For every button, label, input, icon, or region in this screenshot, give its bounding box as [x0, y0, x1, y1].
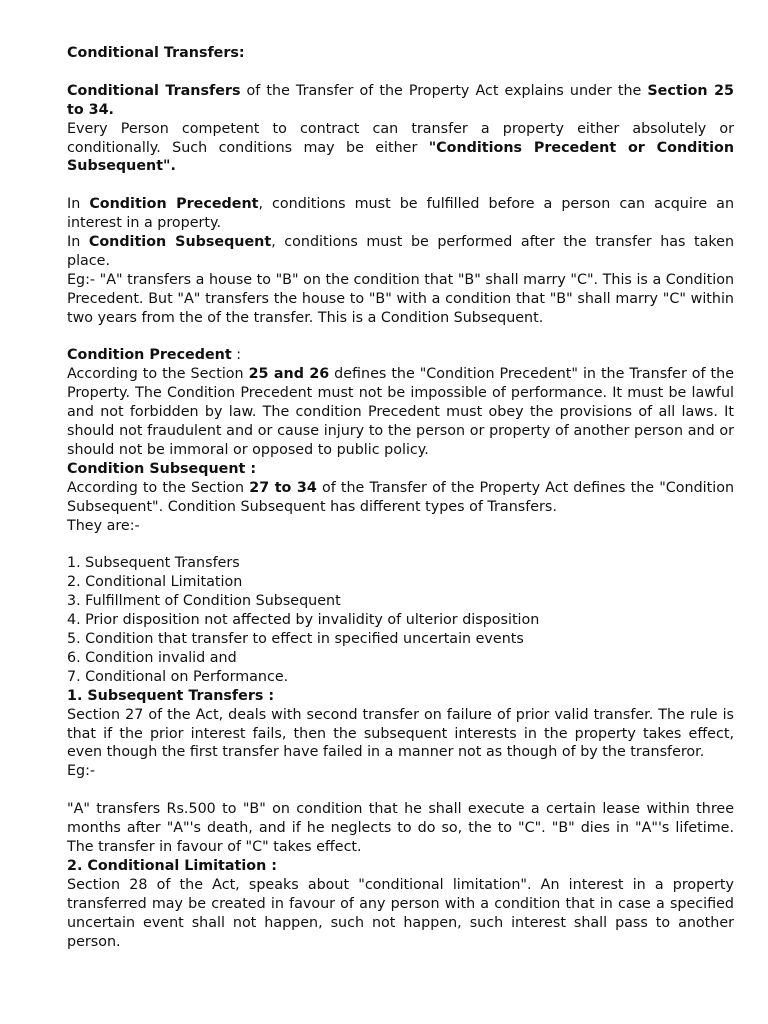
intro-paragraph [67, 82, 734, 120]
precedent-body [67, 365, 734, 460]
spacer [67, 781, 734, 800]
section-2-body: Section 28 of the Act, speaks about "conditional limitation". An interest in a property transferred may be created in favour of any person with a condition that in case a specified uncertain event shall not happen, such not happen, such interest shall pass to another person. [67, 876, 734, 950]
definition-example: Eg:- "A" transfers a house to "B" on the condition that "B" shall marry "C". This is a Condition Precedent. But "A" transfers the house to "B" with a condition that "B" shall marry "C" within two years from the of the transfer. This is a Condition Subsequent. [67, 271, 734, 326]
spacer [67, 63, 734, 82]
def-term-subsequent: Condition Subsequent [88, 234, 272, 251]
they-are: They are:- [67, 517, 140, 534]
section-1-heading: 1. Subsequent Transfers : [67, 687, 275, 704]
section-2-heading: 2. Conditional Limitation : [67, 857, 277, 874]
precedent-heading [67, 346, 734, 365]
subsequent-text-2: of the Transfer of the Property Act defines the "Condition Subsequent". Condition Subsequent has different types of Transfers. [67, 479, 735, 515]
definition-subsequent [67, 233, 734, 271]
definition-precedent [67, 195, 734, 233]
intro-section-ref: Section 25 to 34. [67, 82, 734, 118]
precedent-heading-text: Condition Precedent [67, 347, 232, 364]
list-item: 3. Fulfillment of Condition Subsequent [67, 593, 341, 610]
section-1-body: Section 27 of the Act, deals with second transfer on failure of prior valid transfer. The rule is that if the prior interest fails, then the subsequent interests in the property takes effect, even though the first transfer have failed in a manner not as though of by the transferor. [67, 706, 734, 761]
list-item: 6. Condition invalid and [67, 649, 237, 666]
intro-bold-term: Conditional Transfers [67, 82, 241, 99]
subsequent-section-ref: 27 to 34 [249, 479, 317, 496]
intro-conditions: "Conditions Precedent or Condition Subsequent". [67, 139, 735, 175]
def-in: In [67, 234, 89, 251]
spacer [67, 536, 734, 555]
list-item: 7. Conditional on Performance. [67, 668, 289, 685]
def-in: In [67, 196, 90, 213]
document-title: Conditional Transfers: [67, 45, 245, 61]
precedent-heading-colon: : [231, 347, 242, 364]
section-1-eg: Eg:- [67, 763, 96, 780]
list-item: 4. Prior disposition not affected by invalidity of ulterior disposition [67, 612, 540, 629]
subsequent-body [67, 479, 734, 517]
document-page [67, 44, 734, 951]
precedent-text-2: defines the "Condition Precedent" in the Transfer of the Property. The Condition Precedent must not be impossible of performance. It must be lawful and not forbidden by law. The condition Precedent must obey the provisions of all laws. It should not fraudulent and or cause injury to the person or property of another person and or should not be immoral or opposed to public policy. [67, 366, 735, 458]
subsequent-heading: Condition Subsequent : [67, 460, 257, 477]
intro-text-2: Every Person competent to contract can transfer a property either absolutely or conditionally. Such conditions may be either [67, 120, 734, 156]
subsequent-text-1: According to the Section [67, 479, 250, 496]
def-term-precedent: Condition Precedent [89, 196, 259, 213]
precedent-text-1: According to the Section [67, 366, 249, 383]
def-text-subsequent: , conditions must be performed after the transfer has taken place. [67, 234, 735, 269]
spacer [67, 328, 734, 347]
spacer [67, 176, 734, 195]
precedent-section-ref: 25 and 26 [248, 366, 330, 383]
section-1-example: "A" transfers Rs.500 to "B" on condition that he shall execute a certain lease within three months after "A"'s death, and if he neglects to do so, the to "C". "B" dies in "A"'s lifetime. The transfer in favour of "C" takes effect. [67, 801, 734, 855]
list-item: 1. Subsequent Transfers [67, 555, 240, 572]
intro-text: of the Transfer of the Property Act explains under the [240, 82, 648, 99]
intro-paragraph-2 [67, 120, 734, 177]
list-item: 2. Conditional Limitation [67, 574, 243, 591]
list-item: 5. Condition that transfer to effect in specified uncertain events [67, 631, 524, 648]
transfer-types-list [67, 554, 734, 686]
def-text-precedent: , conditions must be fulfilled before a person can acquire an interest in a property. [67, 196, 735, 232]
